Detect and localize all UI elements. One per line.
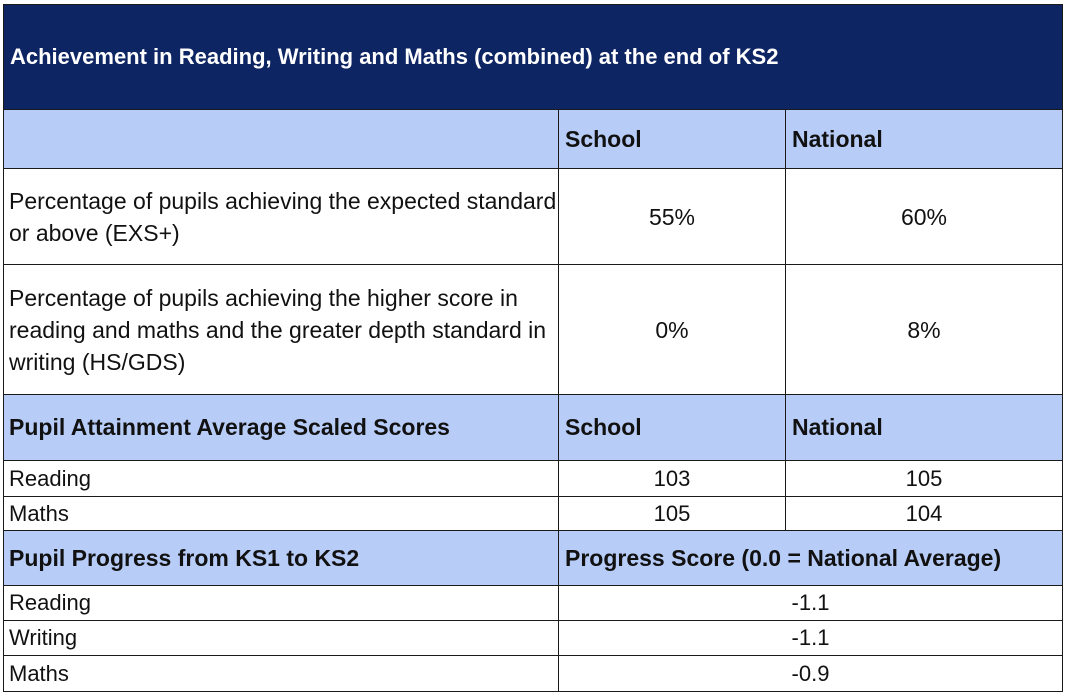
- header-national: National: [785, 395, 1062, 460]
- school-value-exs: 55%: [558, 169, 785, 264]
- header-school: School: [558, 110, 785, 168]
- header-attainment-label: Pupil Attainment Average Scaled Scores: [9, 414, 450, 440]
- table-title: Achievement in Reading, Writing and Maths (combined) at the end of KS2: [10, 44, 779, 69]
- header-row-attainment: [4, 395, 1062, 461]
- row-label-reading-progress: Reading: [9, 590, 91, 615]
- national-value-reading: 105: [785, 461, 1062, 496]
- progress-value-reading: -1.1: [558, 586, 1062, 620]
- national-value-maths: 104: [785, 497, 1062, 530]
- table-row: [4, 621, 1062, 656]
- header-progress-label: Pupil Progress from KS1 to KS2: [9, 544, 360, 571]
- progress-value-writing: -1.1: [558, 621, 1062, 655]
- school-value-reading: 103: [558, 461, 785, 496]
- header-national: National: [785, 110, 1062, 168]
- national-value-exs: 60%: [785, 169, 1062, 264]
- row-label-writing-progress: Writing: [9, 625, 78, 650]
- row-label-hs-gds: Percentage of pupils achieving the higher score in reading and maths and the greater depth standard in writing (HS/GDS): [9, 284, 547, 375]
- national-value-hs-gds: 8%: [785, 265, 1062, 394]
- header-progress-score: Progress Score (0.0 = National Average): [558, 531, 1062, 585]
- row-label-reading-attainment: Reading: [9, 465, 91, 491]
- school-value-maths: 105: [558, 497, 785, 530]
- table-title-row: [4, 5, 1062, 110]
- table-row: [4, 586, 1062, 621]
- table-row: [4, 265, 1062, 395]
- table-row: [4, 169, 1062, 265]
- table-row: [4, 497, 1062, 531]
- header-blank-cell: [4, 110, 558, 168]
- row-label-exs: Percentage of pupils achieving the expected standard or above (EXS+): [9, 187, 557, 246]
- header-school: School: [558, 395, 785, 460]
- header-row-progress: [4, 531, 1062, 586]
- row-label-maths-progress: Maths: [9, 660, 69, 686]
- header-row-achievement: [4, 110, 1062, 169]
- school-value-hs-gds: 0%: [558, 265, 785, 394]
- ks2-results-table: [3, 4, 1063, 692]
- row-label-maths-attainment: Maths: [9, 500, 69, 526]
- table-row: [4, 656, 1062, 691]
- table-row: [4, 461, 1062, 497]
- progress-value-maths: -0.9: [558, 656, 1062, 691]
